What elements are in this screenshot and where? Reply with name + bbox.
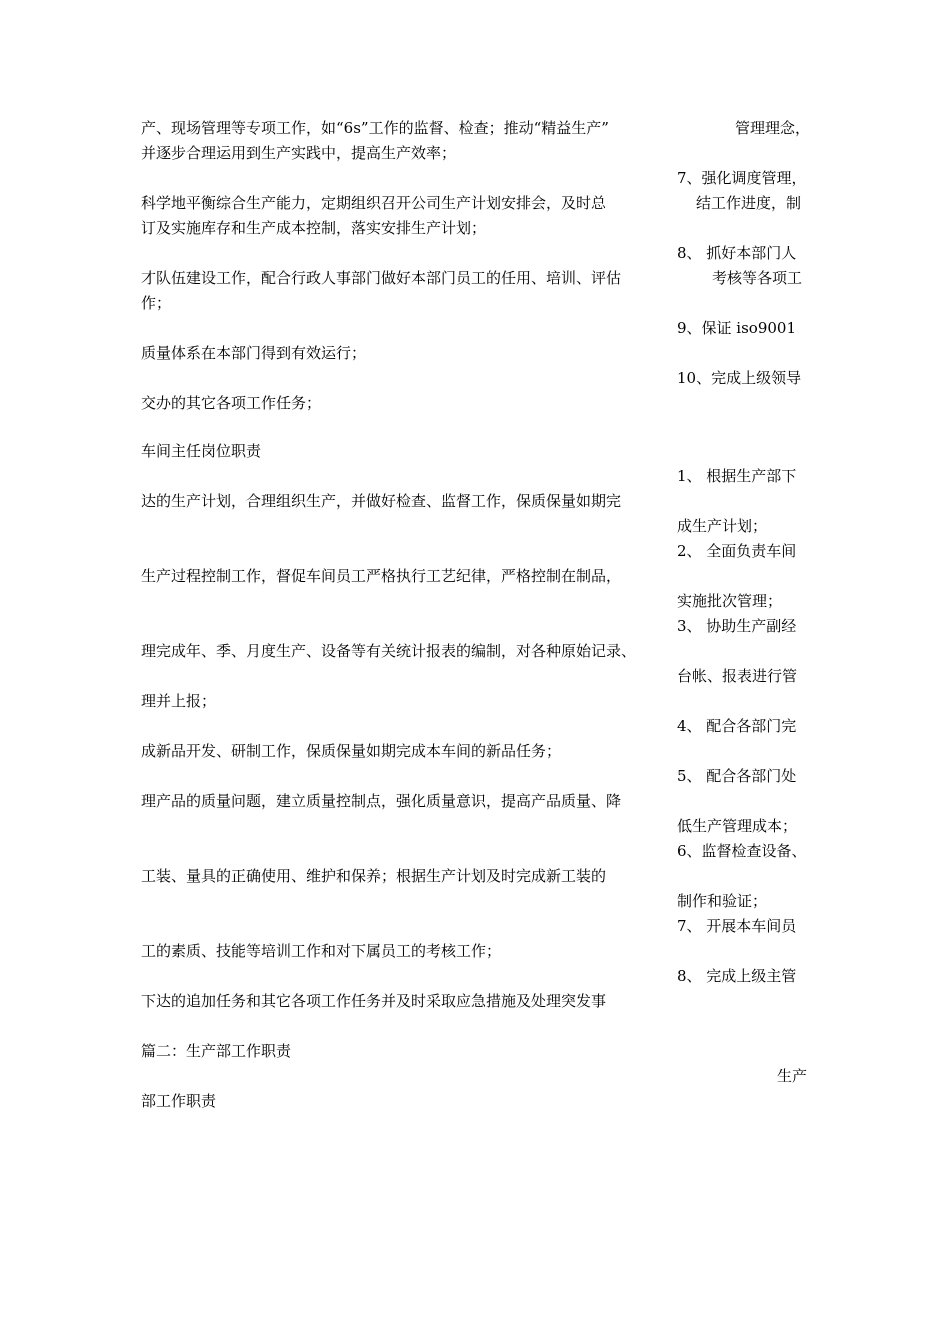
text-line: 10、完成上级领导 bbox=[677, 369, 802, 387]
text-line: 2、 全面负责车间 bbox=[677, 542, 797, 560]
text-line: 工装、量具的正确使用、维护和保养；根据生产计划及时完成新工装的 bbox=[141, 867, 607, 885]
text-line: 交办的其它各项工作任务； bbox=[141, 394, 322, 412]
text-line: 结工作进度，制 bbox=[696, 194, 802, 212]
text-line: 理并上报； bbox=[141, 692, 217, 710]
text-line: 质量体系在本部门得到有效运行； bbox=[141, 344, 367, 362]
text-line: 台帐、报表进行管 bbox=[677, 667, 798, 685]
text-line: 作； bbox=[141, 294, 172, 312]
section-heading: 车间主任岗位职责 bbox=[141, 442, 262, 460]
text-line: 1、 根据生产部下 bbox=[677, 467, 797, 485]
text-line: 成生产计划； bbox=[677, 517, 768, 535]
text-line: 实施批次管理； bbox=[677, 592, 783, 610]
text-line: 理完成年、季、月度生产、设备等有关统计报表的编制，对各种原始记录、 bbox=[141, 642, 637, 660]
text-line: 理产品的质量问题，建立质量控制点，强化质量意识，提高产品质量、降 bbox=[141, 792, 622, 810]
text-line: 并逐步合理运用到生产实践中，提高生产效率； bbox=[141, 144, 457, 162]
text-line: 7、强化调度管理， bbox=[677, 169, 807, 187]
text-line: 部工作职责 bbox=[141, 1092, 217, 1110]
text-line: 才队伍建设工作，配合行政人事部门做好本部门员工的任用、培训、评估 bbox=[141, 269, 622, 287]
text-line: 科学地平衡综合生产能力，定期组织召开公司生产计划安排会，及时总 bbox=[141, 194, 607, 212]
text-line: 低生产管理成本； bbox=[677, 817, 798, 835]
text-line: 成新品开发、研制工作，保质保量如期完成本车间的新品任务； bbox=[141, 742, 562, 760]
text-line: 生产 bbox=[777, 1067, 808, 1085]
text-line: 8、 抓好本部门人 bbox=[677, 244, 797, 262]
text-line: 7、 开展本车间员 bbox=[677, 917, 797, 935]
text-line: 9、保证 iso9001 bbox=[677, 319, 797, 337]
text-line: 生产过程控制工作，督促车间员工严格执行工艺纪律，严格控制在制品， bbox=[141, 567, 622, 585]
text-line: 制作和验证； bbox=[677, 892, 768, 910]
section-heading: 篇二：生产部工作职责 bbox=[141, 1042, 292, 1060]
text-line: 4、 配合各部门完 bbox=[677, 717, 797, 735]
text-line: 3、 协助生产副经 bbox=[677, 617, 797, 635]
text-line: 6、监督检查设备、 bbox=[677, 842, 807, 860]
text-line: 产、现场管理等专项工作，如“6s”工作的监督、检查；推动“精益生产” bbox=[141, 119, 609, 137]
text-line: 5、 配合各部门处 bbox=[677, 767, 797, 785]
text-line: 管理理念， bbox=[735, 119, 811, 137]
text-line: 考核等各项工 bbox=[712, 269, 803, 287]
text-line: 下达的追加任务和其它各项工作任务并及时采取应急措施及处理突发事 bbox=[141, 992, 607, 1010]
text-line: 订及实施库存和生产成本控制，落实安排生产计划； bbox=[141, 219, 487, 237]
text-line: 达的生产计划，合理组织生产，并做好检查、监督工作，保质保量如期完 bbox=[141, 492, 622, 510]
text-line: 8、 完成上级主管 bbox=[677, 967, 797, 985]
text-line: 工的素质、技能等培训工作和对下属员工的考核工作； bbox=[141, 942, 502, 960]
